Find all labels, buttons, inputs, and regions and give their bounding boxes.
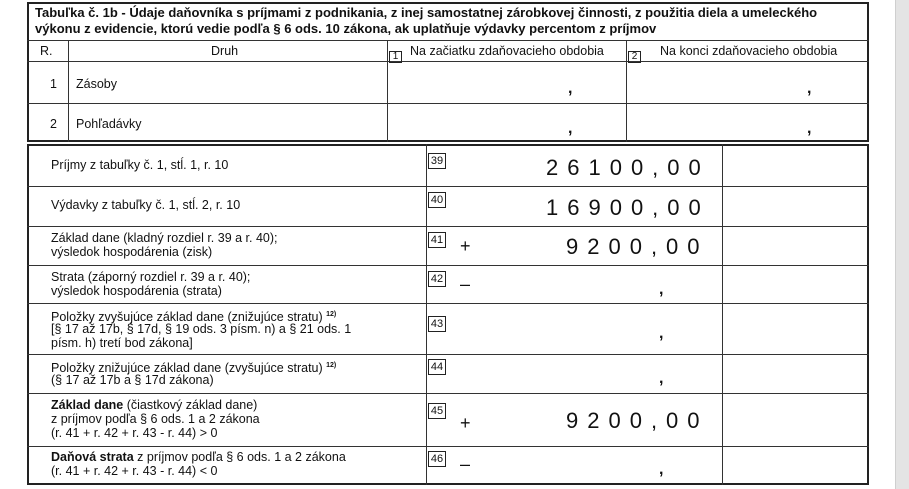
row-number-40: 40 <box>428 192 446 208</box>
divider <box>27 103 869 104</box>
row-label-43-line3: písm. h) tretí bod zákona] <box>51 336 193 350</box>
value-start-pohladavky[interactable]: , <box>568 120 573 137</box>
value-end-zasoby[interactable]: , <box>807 80 812 97</box>
table-1b-title: Tabuľka č. 1b - Údaje daňovníka s príjmami z podnikania, z inej samostatnej zárobkovej činnosti, z použitia diela a umeleckého výkonu z evidencie, ktorú vedie podľa § 6 ods. 10 zákona, ak uplatňuje výdavky percentom z príjmov <box>35 5 818 36</box>
value-43[interactable]: , <box>659 325 664 342</box>
divider <box>387 40 388 142</box>
row-label-39: Príjmy z tabuľky č. 1, stĺ. 1, r. 10 <box>51 158 229 172</box>
row-label-42-line2: výsledok hospodárenia (strata) <box>51 284 222 298</box>
sign-plus: + <box>460 236 471 256</box>
footnote-ref: 12) <box>326 311 337 318</box>
row-number-43: 43 <box>428 316 446 332</box>
row-label-46-line1: Daňová strata z príjmov podľa § 6 ods. 1 a 2 zákona <box>51 450 346 464</box>
sign-plus: + <box>460 413 471 433</box>
row-label-pohladavky: Pohľadávky <box>76 117 142 131</box>
divider <box>27 354 869 355</box>
divider <box>27 61 869 62</box>
row-label-46-line2: (r. 41 + r. 42 + r. 43 - r. 44) < 0 <box>51 464 218 478</box>
divider <box>27 265 869 266</box>
divider <box>722 144 723 485</box>
row-label-40: Výdavky z tabuľky č. 1, stĺ. 2, r. 10 <box>51 198 241 212</box>
row-number-42: 42 <box>428 271 446 287</box>
value-44[interactable]: , <box>659 370 664 387</box>
value-46[interactable]: , <box>659 461 664 478</box>
divider <box>27 40 869 41</box>
divider <box>68 40 69 142</box>
row-number-44: 44 <box>428 359 446 375</box>
row-label-41-line1: Základ dane (kladný rozdiel r. 39 a r. 40); <box>51 231 278 245</box>
row-number-46: 46 <box>428 451 446 467</box>
value-start-zasoby[interactable]: , <box>568 80 573 97</box>
sign-minus: – <box>460 274 471 294</box>
column-header-start: Na začiatku zdaňovacieho obdobia <box>410 44 604 58</box>
row-label-zasoby: Zásoby <box>76 77 117 91</box>
column-header-druh: Druh <box>211 44 239 58</box>
divider <box>27 303 869 304</box>
divider <box>27 186 869 187</box>
column-number-1: 1 <box>389 51 402 63</box>
row-label-45-line2: z príjmov podľa § 6 ods. 1 a 2 zákona <box>51 412 260 426</box>
row-number-41: 41 <box>428 232 446 248</box>
row-label-42-line1: Strata (záporný rozdiel r. 39 a r. 40); <box>51 270 251 284</box>
row-number-45: 45 <box>428 403 446 419</box>
value-end-pohladavky[interactable]: , <box>807 120 812 137</box>
sign-minus: – <box>460 454 471 474</box>
value-41[interactable]: 9200,00 <box>566 234 709 259</box>
value-42[interactable]: , <box>659 281 664 298</box>
window-edge <box>895 0 909 489</box>
row-label-43-line2: [§ 17 až 17b, § 17d, § 19 ods. 3 písm. n) a § 21 ods. 1 <box>51 322 352 336</box>
row-number: 1 <box>50 77 57 91</box>
column-header-r: R. <box>40 44 53 58</box>
column-number-2: 2 <box>628 51 641 63</box>
column-header-end: Na konci zdaňovacieho obdobia <box>660 44 838 58</box>
row-label-44-line2: (§ 17 až 17b a § 17d zákona) <box>51 373 214 387</box>
divider <box>27 226 869 227</box>
row-label-44-line1: Položky znižujúce základ dane (zvyšujúce stratu) $^{12)}$ <box>51 361 337 376</box>
divider <box>626 40 627 142</box>
row-label-41-line2: výsledok hospodárenia (zisk) <box>51 245 213 259</box>
row-label-43-line1: Položky zvyšujúce základ dane (znižujúce stratu) $^{12)}$ <box>51 310 337 325</box>
footnote-ref: 12) <box>326 362 337 369</box>
row-number-39: 39 <box>428 153 446 169</box>
row-number: 2 <box>50 117 57 131</box>
value-45[interactable]: 9200,00 <box>566 408 709 433</box>
value-40[interactable]: 16900,00 <box>546 195 710 220</box>
row-label-45-line1: Základ dane (čiastkový základ dane) <box>51 398 258 412</box>
divider <box>426 144 427 485</box>
divider <box>27 446 869 447</box>
value-39[interactable]: 26100,00 <box>546 155 710 180</box>
divider <box>27 393 869 394</box>
row-label-45-line3: (r. 41 + r. 42 + r. 43 - r. 44) > 0 <box>51 426 218 440</box>
